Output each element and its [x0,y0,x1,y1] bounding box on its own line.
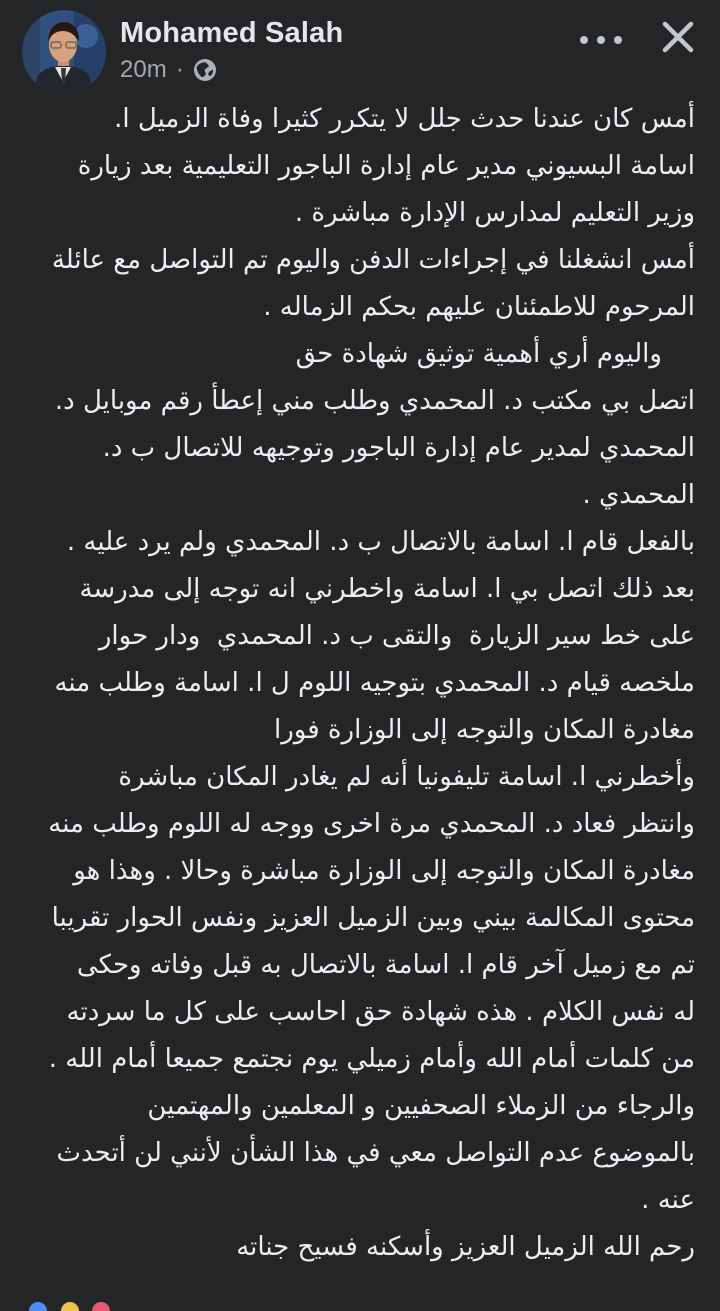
avatar[interactable] [22,10,106,94]
post-text-line: عنه . [641,1185,695,1215]
post-text-line: المحمدي . [582,480,695,510]
post-text-line: محتوى المكالمة بيني وبين الزميل العزيز ونفس الحوار تقريبا [51,903,695,933]
post-text-line: على خط سير الزيارة والتقى ب د. المحمدي ودار حوار [98,621,695,651]
post-text-line: رحم الله الزميل العزيز وأسكنه فسيح جناته [236,1232,695,1262]
post-text-line: المرحوم للاطمئنان عليهم بحكم الزماله . [263,292,695,322]
post-text-line: أمس كان عندنا حدث جلل لا يتكرر كثيرا وفاة الزميل ا. [114,104,695,134]
post-text-line: من كلمات أمام الله وأمام زميلي يوم نجتمع جميعا أمام الله . [48,1044,695,1074]
meta-separator: · [175,56,184,83]
post-text-line: اتصل بي مكتب د. المحمدي وطلب مني إعطأ رقم موبايل د. [54,386,695,416]
three-dots-menu-icon [578,35,624,45]
post-text-line: وأخطرني ا. اسامة تليفونيا أنه لم يغادر المكان مباشرة [118,762,695,792]
avatar-photo [22,10,106,94]
like-reaction-icon[interactable] [29,1302,47,1311]
post-text-line: مغادرة المكان والتوجه إلى الوزارة فورا [273,715,695,745]
globe-public-icon [193,58,217,82]
post-text-line: بالموضوع عدم التواصل معي في هذا الشأن لأنني لن أتحدث [56,1138,695,1168]
post-text-line: له نفس الكلام . هذه شهادة حق احاسب على كل ما سردته [66,997,695,1027]
post-text-line: بالفعل قام ا. اسامة بالاتصال ب د. المحمدي ولم يرد عليه . [66,527,695,557]
author-name[interactable]: Mohamed Salah [120,17,344,49]
post-text-line: والرجاء من الزملاء الصحفيين و المعلمين والمهتمين [147,1091,695,1121]
post-text-line: اسامة البسيوني مدير عام إدارة الباجور التعليمية بعد زيارة [77,151,695,181]
post-text-line: واليوم أري أهمية توثيق شهادة حق [295,339,695,369]
post-text-line: أمس انشغلنا في إجراءات الدفن واليوم تم التواصل مع عائلة [51,245,695,275]
post-text-line: وانتظر فعاد د. المحمدي مرة اخرى ووجه له اللوم وطلب منه [48,809,695,839]
post-meta [120,56,343,84]
haha-reaction-icon[interactable] [61,1302,79,1311]
post-header [22,10,704,98]
post-text-line: ملخصه قيام د. المحمدي بتوجيه اللوم ل ا. اسامة وطلب منه [54,668,695,698]
timestamp: 20m [120,56,167,83]
love-reaction-icon[interactable] [92,1302,110,1311]
post-text-line: بعد ذلك اتصل بي ا. اسامة واخطرني انه توجه إلى مدرسة [79,574,695,604]
post-text-line: تم مع زميل آخر قام ا. اسامة بالاتصال به قبل وفاته وحكى [76,950,695,980]
post-text-line: وزير التعليم لمدارس الإدارة مباشرة . [294,198,695,228]
post-text-line: المحمدي لمدير عام إدارة الباجور وتوجيهه للاتصال ب د. [102,433,695,463]
post-text-line: مغادرة المكان والتوجه إلى الوزارة مباشرة وحالا . وهذا هو [73,856,695,886]
close-button[interactable] [651,10,705,69]
post-text [0,96,720,1271]
close-x-icon [657,16,699,58]
header-text [120,16,343,84]
more-options-button[interactable] [570,24,632,58]
